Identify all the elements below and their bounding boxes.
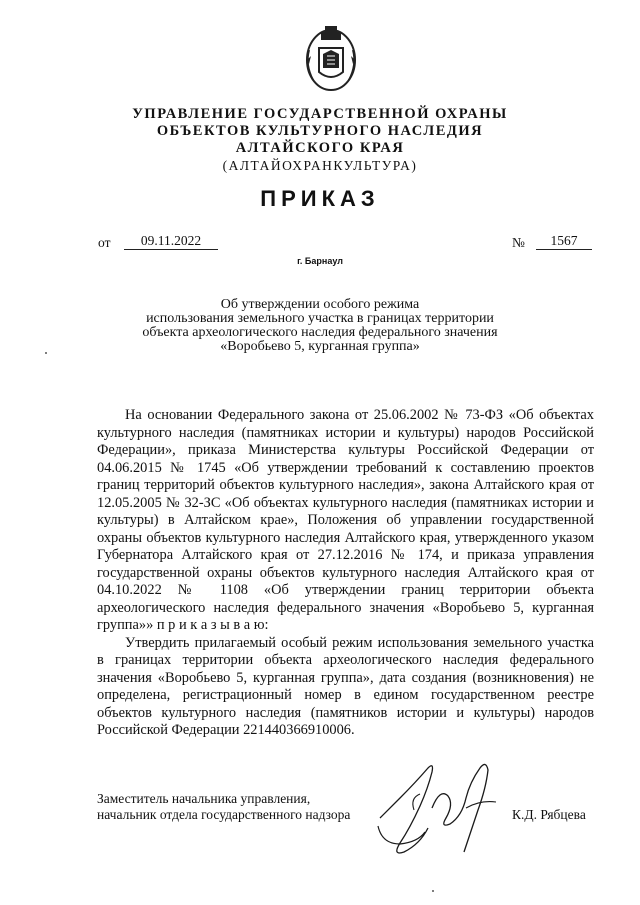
coat-of-arms-icon xyxy=(301,20,361,94)
org-short-name: (АЛТАЙОХРАНКУЛЬТУРА) xyxy=(222,158,418,173)
signer-position-line-2: начальник отдела государственного надзора xyxy=(97,807,351,822)
subject-line-2: использования земельного участка в границах территории xyxy=(146,311,494,326)
body-paragraph-basis: На основании Федерального закона от 25.06.2002 № 73-ФЗ «Об объектах культурного наследия (памятниках истории и культуры) народов Российской Федерации», приказа Министерства культуры Российской Федерации от 04.06.2015 № 1745 «Об утверждении требований к составлению проектов границ территорий объектов культурного наследия», закона Алтайского края от 12.05.2005 № 32-ЗС «Об объектах культурного наследия (памятниках истории и культуры) в Алтайском крае», Положения об управлении государственной охраны объектов культурного наследия Алтайского края, утвержденного указом Губернатора Алтайского края от 27.12.2016 № 174, и приказа управления государственной охраны объектов культурного наследия Алтайского края от 04.10.2022 № 1108 «Об утверждении границ территории объекта археологического наследия федерального значения «Воробьево 5, курганная группа»» п р и к а з ы в а ю: xyxy=(97,407,594,633)
document-subject xyxy=(100,298,540,354)
org-name-line-1: УПРАВЛЕНИЕ ГОСУДАРСТВЕННОЙ ОХРАНЫ xyxy=(132,106,508,122)
document-body xyxy=(97,407,594,740)
org-name-line-3: АЛТАЙСКОГО КРАЯ xyxy=(235,140,405,156)
document-date: 09.11.2022 xyxy=(124,233,218,250)
subject-line-3: объекта археологического наследия федерального значения xyxy=(142,325,498,340)
org-name-line-2: ОБЪЕКТОВ КУЛЬТУРНОГО НАСЛЕДИЯ xyxy=(156,123,484,139)
document-type-title: ПРИКАЗ xyxy=(260,186,380,211)
date-label: от xyxy=(98,235,111,250)
body-paragraph-order: Утвердить прилагаемый особый режим использования земельного участка в границах территории объекта археологического наследия федерального значения «Воробьево 5, курганная группа», дата создания (возникновения) не определена, регистрационный номер в едином государственном реестре объектов культурного наследия (памятников истории и культуры) народов Российской Федерации 221440366910006. xyxy=(97,634,594,738)
signer-name: К.Д. Рябцева xyxy=(512,807,586,822)
number-label: № xyxy=(512,235,525,250)
document-number: 1567 xyxy=(536,233,592,250)
subject-line-4: «Воробьево 5, курганная группа» xyxy=(220,339,420,354)
subject-line-1: Об утверждении особого режима xyxy=(220,297,420,312)
scan-mark-bottom xyxy=(432,890,434,892)
scan-mark xyxy=(45,352,47,354)
city-name: г. Барнаул xyxy=(297,256,343,266)
signer-position-line-1: Заместитель начальника управления, xyxy=(97,791,311,806)
signer-position xyxy=(97,791,350,823)
handwritten-signature xyxy=(370,748,510,868)
